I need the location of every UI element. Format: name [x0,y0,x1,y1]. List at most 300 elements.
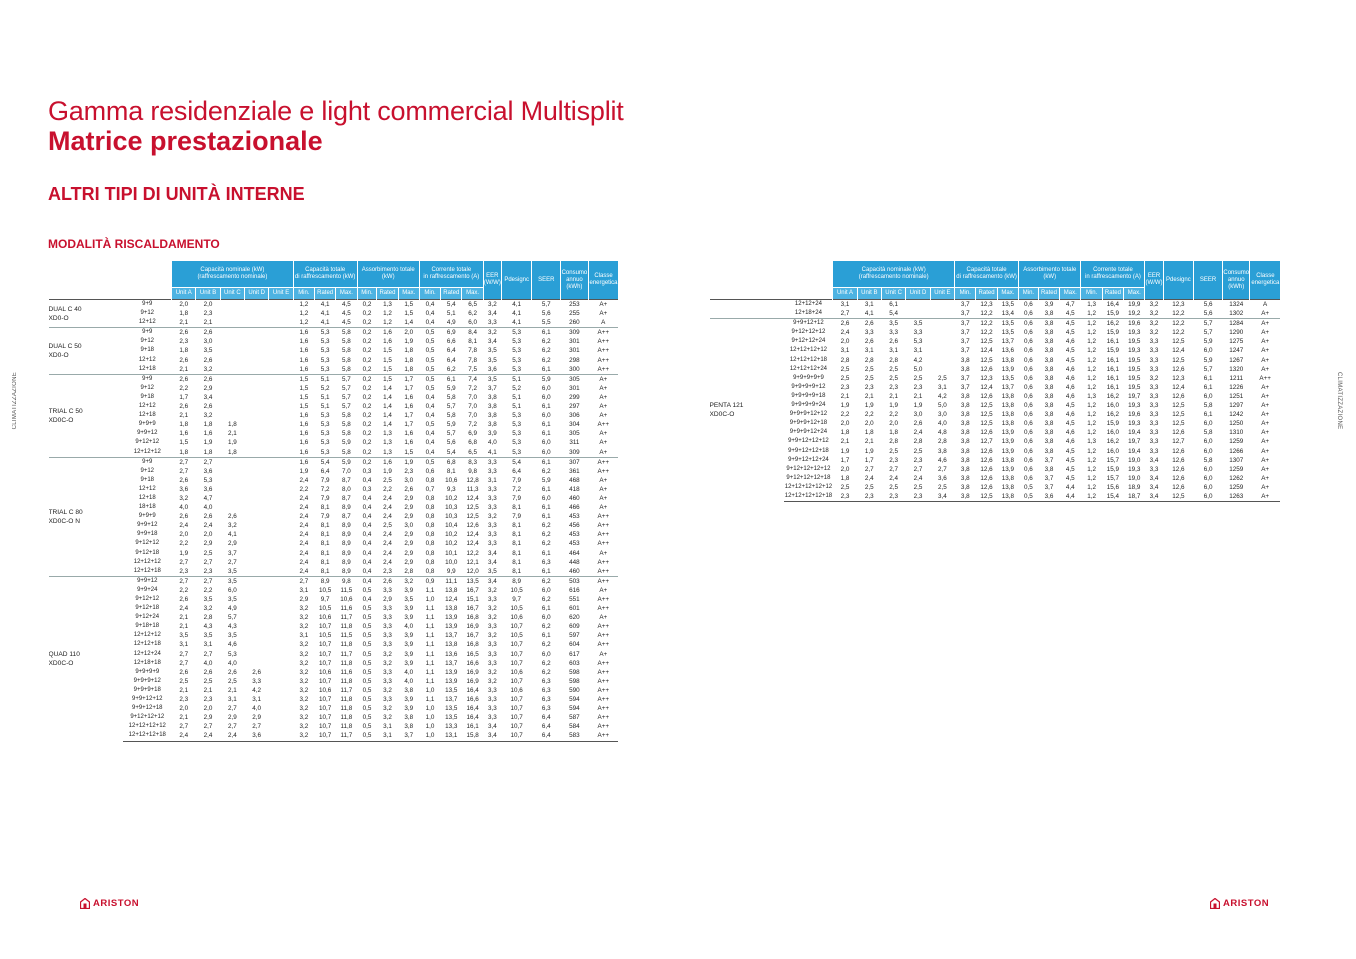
value-cell [220,374,244,384]
value-cell [245,346,269,355]
value-cell: 2,3 [203,696,213,704]
value-cell: 3,3 [1149,356,1159,364]
value-cell: 5,7 [227,614,237,622]
value-cell: 3,4 [487,558,497,566]
value-cell: 10,7 [319,650,332,658]
value-cell [245,631,269,640]
value-cell: A+ [599,586,608,594]
value-cell: 1226 [1229,383,1244,391]
value-cell: 8,9 [342,567,351,575]
combination-cell: 9+12+12+24 [791,338,826,345]
value-cell: 2,3 [179,338,189,346]
value-cell: 1,6 [293,457,314,467]
value-cell: 1,9 [404,338,414,346]
value-cell: 3,8 [1044,383,1054,391]
value-cell: 7,0 [342,467,351,475]
value-cell: 13,8 [445,605,458,613]
value-cell: 3,8 [1044,402,1054,410]
value-cell: 10,2 [445,531,458,539]
value-cell: 0,9 [419,576,440,586]
value-cell: 5,9 [1203,356,1213,364]
value-cell: 9,8 [336,576,357,586]
header-cell: Unit A [172,288,196,300]
value-cell: 1,0 [425,723,435,731]
value-cell: 4,9 [227,605,237,613]
table-row [710,474,1310,483]
value-cell: 620 [569,614,580,622]
value-cell: 6,2 [541,347,551,355]
value-cell: A++ [597,347,610,355]
value-cell: 6,1 [532,328,561,338]
value-cell [245,429,269,438]
value-cell: 1,1 [425,650,435,658]
value-cell: 4,0 [203,504,213,512]
value-cell: 1,9 [203,439,213,447]
value-cell [245,576,269,586]
value-cell: 10,6 [510,614,523,622]
value-cell [269,476,293,485]
value-cell: 2,4 [889,474,899,482]
table-row [49,457,648,467]
value-cell [245,595,269,604]
combination-cell: 9+9 [123,457,172,467]
value-cell: 13,7 [445,696,458,704]
value-cell: 3,2 [487,605,497,613]
value-cell: 6,1 [532,457,561,467]
value-cell: 3,3 [487,714,497,722]
value-cell: 8,9 [342,558,351,566]
value-cell [245,549,269,558]
value-cell: 1,6 [299,421,309,429]
value-cell: 1,6 [299,412,309,420]
value-cell: 6,0 [227,586,237,594]
value-cell: 1,2 [293,300,314,310]
value-cell: 8,3 [462,457,483,467]
value-cell: 418 [569,485,580,493]
value-cell: 617 [569,650,580,658]
table-row [49,659,648,668]
value-cell: 2,7 [864,465,874,473]
value-cell: 3,1 [937,383,947,391]
value-cell: 16,2 [1102,319,1123,329]
value-cell: 2,8 [913,438,923,446]
value-cell: 13,9 [1001,465,1014,473]
value-cell: 3,2 [299,659,309,667]
value-cell: 2,0 [179,531,189,539]
value-cell: 11,7 [340,614,353,622]
value-cell: A+ [1261,356,1270,364]
value-cell: 6,1 [541,403,551,411]
value-cell [245,402,269,411]
value-cell [269,686,293,695]
value-cell: A+ [1250,319,1280,329]
value-cell: 1310 [1229,429,1244,437]
table-row [49,622,648,631]
value-cell: 2,4 [299,494,309,502]
value-cell: 19,7 [1128,438,1141,446]
value-cell: 460 [569,567,580,575]
combination-cell: 12+12+18 [133,641,161,648]
value-cell: 1,5 [377,374,398,384]
value-cell: 6,1 [541,504,551,512]
value-cell: 6,1 [541,485,551,493]
table-row [49,704,648,713]
value-cell: 3,2 [487,586,497,594]
value-cell: 3,3 [487,596,497,603]
value-cell: 0,5 [425,356,435,364]
value-cell: 4,1 [320,319,330,327]
value-cell: 2,6 [857,319,881,329]
value-cell: 2,6 [404,485,414,493]
combination-cell: 9+12+12+12+18 [786,474,831,481]
value-cell: 15,6 [1106,483,1120,491]
header-cell: Unit B [857,288,881,300]
value-cell: 5,3 [512,356,522,364]
value-cell: 19,6 [1124,319,1145,329]
combination-cell: 12+12+12+18 [789,356,828,363]
value-cell: A [1250,300,1280,310]
value-cell: 11,5 [340,632,353,640]
value-cell: 2,0 [840,465,850,473]
value-cell: 5,8 [342,347,351,355]
value-cell: 2,3 [913,456,923,464]
value-cell: 4,1 [864,310,874,318]
value-cell: 2,6 [196,328,220,338]
value-cell: 3,7 [1044,456,1054,464]
value-cell: 1,2 [1087,329,1097,337]
value-cell: 19,3 [1128,347,1141,355]
combination-cell: 12+18 [138,494,156,501]
value-cell: 9,3 [446,485,456,493]
value-cell: 2,5 [889,447,899,455]
value-cell: 5,3 [512,439,522,447]
value-cell [220,411,244,420]
value-cell: 2,3 [889,383,899,391]
value-cell: 2,9 [404,549,414,557]
value-cell: 0,8 [425,540,435,548]
value-cell: 1,4 [383,403,392,411]
header-cell: SEER [532,261,561,300]
value-cell: 5,7 [446,430,456,438]
header-cell: Unit D [906,288,930,300]
value-cell: 12,1 [466,558,479,566]
value-cell: A+ [1261,402,1270,410]
value-cell [269,420,293,429]
value-cell: A+ [599,430,608,438]
combination-cell: 9+12 [140,467,155,474]
value-cell: 3,4 [930,492,954,502]
header-cell: Assorbimento totale (kW) [1019,261,1081,288]
value-cell: 4,5 [1065,347,1075,355]
value-cell: 8,1 [320,549,330,557]
value-cell [245,309,269,318]
value-cell: 3,7 [960,329,970,337]
ariston-logo-icon [1210,898,1220,909]
value-cell [269,494,293,503]
value-cell: 1,2 [299,310,309,318]
value-cell: 0,2 [362,365,372,373]
value-cell: 3,0 [203,338,213,346]
value-cell [269,695,293,704]
value-cell: 5,3 [320,439,330,447]
value-cell: 10,6 [445,476,458,484]
table-row [49,631,648,640]
value-cell: 0,5 [1024,483,1033,491]
value-cell: 5,9 [1203,338,1213,346]
value-cell: 5,3 [320,347,330,355]
header-cell: Classe energetica [1250,261,1280,300]
table-row [49,713,648,722]
value-cell [269,393,293,402]
value-cell: 0,4 [362,596,372,603]
value-cell: A+ [1261,383,1270,391]
value-cell: 6,1 [881,300,905,310]
value-cell: 16,7 [466,605,479,613]
value-cell: 12,4 [466,540,479,548]
value-cell [245,420,269,429]
combination-cell: 9+9+9+12+24 [789,429,828,436]
table-row [49,503,648,512]
value-cell: 0,2 [362,347,372,355]
value-cell: 8,1 [512,567,522,575]
header-cell: Min. [1019,288,1039,300]
value-cell: 3,1 [864,347,874,355]
value-cell: 0,2 [357,374,377,384]
value-cell: 0,6 [1024,392,1033,400]
value-cell: 13,8 [1001,411,1014,419]
value-cell: 0,2 [362,403,372,411]
table-row [710,492,1310,502]
value-cell: 12,4 [1172,383,1185,391]
value-cell: 1,5 [404,448,414,456]
value-cell: 2,7 [203,650,213,658]
combination-cell: 9+9+9+9+12 [791,383,826,390]
value-cell: 13,5 [445,714,458,722]
value-cell: 13,5 [1001,329,1014,337]
value-cell: 5,7 [342,393,351,401]
value-cell: 2,7 [293,576,314,586]
value-cell: 3,7 [960,347,970,355]
value-cell: 3,1 [889,347,899,355]
value-cell: 4,6 [1065,429,1075,437]
value-cell: 16,4 [466,714,479,722]
value-cell: 0,2 [357,457,377,467]
value-cell: 0,4 [425,393,435,401]
value-cell: 1,6 [377,457,398,467]
value-cell: 7,2 [468,384,477,392]
value-cell: 3,0 [404,522,414,530]
value-cell: 0,5 [362,686,372,694]
value-cell: 5,8 [342,448,351,456]
value-cell: 13,9 [445,668,458,676]
value-cell: 5,4 [501,457,531,467]
value-cell: 12,6 [1172,474,1185,482]
value-cell: 2,4 [299,476,309,484]
value-cell: 0,5 [357,731,377,741]
value-cell: 6,3 [541,686,551,694]
value-cell: 12,4 [466,531,479,539]
table-row [710,465,1310,474]
value-cell: 1,9 [398,457,419,467]
table-row [710,300,1310,310]
value-cell: 0,6 [1024,465,1033,473]
value-cell: 2,4 [299,558,309,566]
value-cell: 10,7 [319,641,332,649]
value-cell: 598 [569,668,580,676]
value-cell [269,512,293,521]
value-cell: 6,0 [541,650,551,658]
value-cell: 3,5 [203,596,213,603]
value-cell: 0,5 [362,586,372,594]
value-cell: 0,6 [1024,429,1033,437]
value-cell [245,622,269,631]
value-cell: 2,1 [179,614,189,622]
header-cell: Capacità totale di raffrescamento (kW) [293,261,357,288]
value-cell [269,622,293,631]
value-cell: 3,1 [299,632,309,640]
value-cell: 5,2 [512,384,522,392]
value-cell: 6,0 [1203,420,1213,428]
value-cell: 6,4 [541,714,551,722]
value-cell: 5,1 [501,374,531,384]
value-cell: 6,6 [446,338,456,346]
value-cell: 4,0 [937,420,947,428]
value-cell: 5,8 [342,365,351,373]
value-cell: 2,6 [913,420,923,428]
value-cell: 5,5 [541,319,551,327]
value-cell: 1,6 [299,338,309,346]
value-cell: 1,2 [1087,411,1097,419]
value-cell [245,512,269,521]
value-cell: 0,2 [362,439,372,447]
value-cell: 10,5 [510,586,523,594]
value-cell: 3,5 [203,632,213,640]
value-cell: 16,1 [1106,365,1120,373]
value-cell: 448 [569,558,580,566]
value-cell: 15,9 [1106,420,1120,428]
value-cell: 7,2 [468,421,477,429]
value-cell: 1,2 [383,310,392,318]
value-cell: 12,5 [1172,338,1185,346]
value-cell: 3,3 [487,696,497,704]
value-cell: 4,5 [1065,310,1075,318]
value-cell: 0,6 [1024,447,1033,455]
value-cell: 1,5 [383,347,392,355]
value-cell: 2,5 [840,483,850,491]
combination-cell: 9+12+12+12 [130,714,165,721]
value-cell: 16,0 [1106,429,1120,437]
value-cell: 5,3 [227,650,237,658]
value-cell: 10,6 [319,614,332,622]
header-cell: Capacità nominale (kW) (raffrescamento nominale) [833,261,955,288]
value-cell: 12,5 [1172,356,1185,364]
value-cell: 2,1 [864,392,874,400]
combination-cell: 9+9+9 [138,513,156,520]
value-cell: 1,7 [840,456,850,464]
value-cell [245,640,269,649]
value-cell: 0,5 [362,623,372,631]
value-cell: 2,6 [179,513,189,521]
value-cell: 301 [569,338,580,346]
value-cell: 0,5 [362,677,372,685]
value-cell: 2,9 [203,714,213,722]
value-cell: A++ [1259,374,1271,382]
value-cell [245,485,269,494]
value-cell: 0,2 [362,421,372,429]
value-cell: 2,4 [299,540,309,548]
value-cell: 12,4 [980,347,993,355]
value-cell: 2,9 [404,513,414,521]
value-cell: 2,7 [227,558,237,566]
value-cell: 10,7 [510,641,523,649]
value-cell: 3,1 [299,586,309,594]
value-cell: 0,5 [362,605,372,613]
table-row [710,456,1310,465]
value-cell: 3,2 [299,714,309,722]
value-cell: 5,3 [512,412,522,420]
value-cell: 16,0 [1106,402,1120,410]
value-cell: 3,8 [960,402,970,410]
value-cell: 12,3 [1163,300,1193,310]
value-cell: 0,4 [419,300,440,310]
value-cell: 6,2 [532,576,561,586]
table-row [49,494,648,503]
table-row [49,448,648,458]
table-row [710,410,1310,419]
value-cell [220,346,244,355]
value-cell [269,558,293,567]
value-cell: 2,3 [913,383,923,391]
value-cell: 2,9 [404,504,414,512]
value-cell: 1211 [1229,374,1243,382]
value-cell: 0,4 [362,558,372,566]
value-cell: 2,9 [404,540,414,548]
value-cell [906,300,930,310]
value-cell: 2,7 [227,723,237,731]
value-cell: 1259 [1229,465,1244,473]
header-cell: SEER [1194,261,1223,300]
table-row [49,586,648,595]
value-cell: 18,9 [1128,483,1141,491]
value-cell [269,448,293,458]
value-cell: 10,7 [510,677,523,685]
value-cell: 11,8 [340,714,353,722]
value-cell: 11,8 [340,723,353,731]
value-cell: 1,2 [299,319,309,327]
table-row [49,365,648,375]
value-cell: 1,6 [377,328,398,338]
value-cell: 13,5 [445,705,458,713]
value-cell: 6,2 [541,659,551,667]
value-cell: 260 [569,319,580,327]
combination-cell: 9+9+9+12+18 [789,420,828,427]
value-cell: 10,5 [510,632,523,640]
value-cell: 10,7 [319,659,332,667]
value-cell: 11,6 [340,668,353,676]
combination-cell: 9+12+12+12+12 [786,465,831,472]
value-cell: 3,8 [960,429,970,437]
value-cell: 4,5 [1065,402,1075,410]
value-cell: 19,3 [1128,465,1141,473]
table-row [49,374,648,384]
value-cell: 5,6 [541,310,551,318]
value-cell: 5,1 [320,393,330,401]
value-cell: 12,5 [980,356,993,364]
value-cell: 0,4 [362,476,372,484]
value-cell: 0,4 [362,504,372,512]
value-cell: 3,5 [487,567,497,575]
value-cell: 13,9 [1001,429,1014,437]
